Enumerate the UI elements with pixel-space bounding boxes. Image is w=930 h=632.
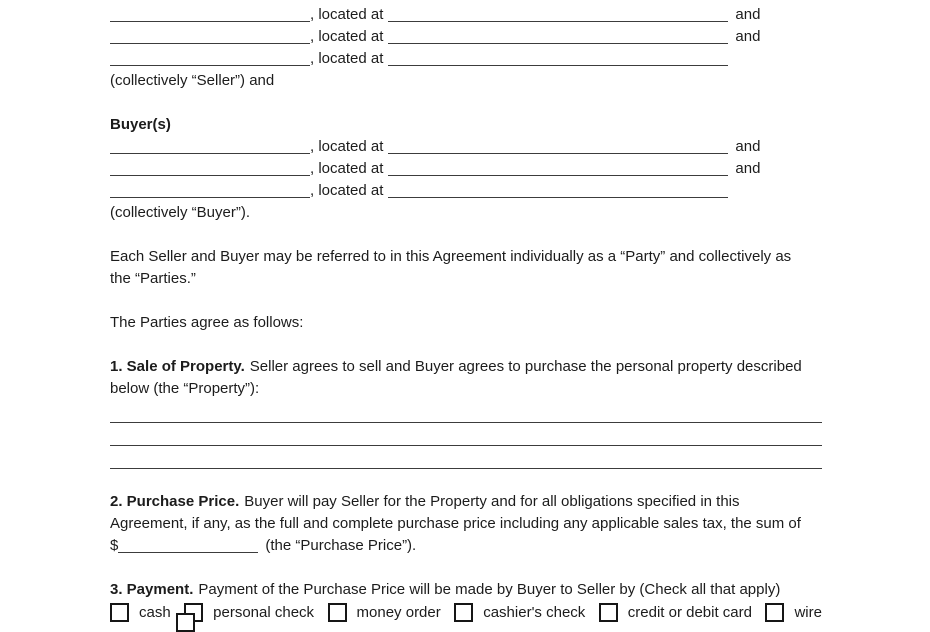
purchase-price-field[interactable] — [118, 540, 258, 553]
party-clause-line: Each Seller and Buyer may be referred to in this Agreement individually as a “Party” and collectively as — [110, 248, 792, 265]
and-label: and — [735, 160, 761, 177]
section-sale-body: Seller agrees to sell and Buyer agrees to purchase the personal property described — [249, 358, 802, 375]
section-payment-body: Payment of the Purchase Price will be made by Buyer to Seller by (Check all that apply) — [198, 581, 781, 598]
section-price-line1 — [110, 491, 822, 513]
section-sale-line1 — [110, 356, 822, 378]
located-at-label: , located at — [310, 182, 384, 199]
buyer-row — [110, 180, 822, 202]
spacer — [110, 290, 822, 312]
located-at-label: , located at — [310, 6, 384, 23]
section-price-line3 — [110, 535, 822, 557]
section-sale-title: 1. Sale of Property. — [110, 358, 245, 375]
buyer-name-field[interactable] — [110, 141, 310, 154]
section-payment-line1 — [110, 579, 822, 601]
spacer — [110, 334, 822, 356]
money-order-checkbox[interactable] — [328, 603, 347, 622]
purchase-price-suffix: (the “Purchase Price”). — [265, 537, 417, 554]
property-description-field[interactable] — [110, 423, 822, 446]
section-payment-title: 3. Payment. — [110, 581, 194, 598]
personal-check-label: personal check — [213, 603, 315, 621]
payment-option-cashiers-check[interactable] — [454, 603, 585, 622]
payment-option-credit-debit[interactable] — [599, 603, 752, 622]
buyer-address-field[interactable] — [388, 141, 728, 154]
wire-checkbox[interactable] — [765, 603, 784, 622]
agreement-intro: The Parties agree as follows: — [110, 314, 304, 331]
buyer-name-field[interactable] — [110, 163, 310, 176]
collectively-seller-label: (collectively “Seller”) and — [110, 72, 275, 89]
section-price-body: Buyer will pay Seller for the Property and for all obligations specified in this — [244, 493, 740, 510]
party-clause-line: the “Parties.” — [110, 270, 196, 287]
cash-checkbox[interactable] — [110, 603, 129, 622]
section-sale-line2: below (the “Property”): — [110, 380, 260, 397]
buyer-name-field[interactable] — [110, 185, 310, 198]
and-label: and — [735, 138, 761, 155]
seller-address-field[interactable] — [388, 31, 728, 44]
collectively-buyer-label: (collectively “Buyer”). — [110, 204, 251, 221]
buyer-heading: Buyer(s) — [110, 116, 171, 133]
credit-debit-label: credit or debit card — [627, 603, 752, 621]
cashiers-check-label: cashier's check — [483, 603, 586, 621]
payment-option-wire[interactable] — [765, 603, 822, 622]
buyer-address-field[interactable] — [388, 185, 728, 198]
document-content — [110, 0, 822, 623]
buyer-row — [110, 136, 822, 158]
buyer-row — [110, 158, 822, 180]
cash-label: cash — [139, 603, 171, 621]
seller-name-field[interactable] — [110, 9, 310, 22]
buyer-address-field[interactable] — [388, 163, 728, 176]
spacer — [110, 92, 822, 114]
located-at-label: , located at — [310, 138, 384, 155]
dollar-sign-label: $ — [110, 537, 119, 554]
property-description-field[interactable] — [110, 400, 822, 423]
located-at-label: , located at — [310, 160, 384, 177]
property-description-field[interactable] — [110, 446, 822, 469]
section-price-line2: Agreement, if any, as the full and complete purchase price including any applicable sales tax, the sum of — [110, 515, 801, 532]
cashiers-check-checkbox[interactable] — [454, 603, 473, 622]
spacer — [110, 469, 822, 491]
seller-row — [110, 4, 822, 26]
payment-option-personal-check[interactable] — [184, 603, 314, 622]
clipped-next-row-checkbox[interactable] — [176, 613, 195, 632]
and-label: and — [735, 28, 761, 45]
seller-address-field[interactable] — [388, 53, 728, 66]
located-at-label: , located at — [310, 28, 384, 45]
section-price-title: 2. Purchase Price. — [110, 493, 240, 510]
spacer — [110, 224, 822, 246]
seller-name-field[interactable] — [110, 53, 310, 66]
money-order-label: money order — [356, 603, 441, 621]
payment-option-cash[interactable] — [110, 603, 171, 622]
credit-debit-checkbox[interactable] — [599, 603, 618, 622]
and-label: and — [735, 6, 761, 23]
seller-name-field[interactable] — [110, 31, 310, 44]
seller-address-field[interactable] — [388, 9, 728, 22]
payment-option-money-order[interactable] — [328, 603, 441, 622]
wire-label: wire — [794, 603, 822, 621]
located-at-label: , located at — [310, 50, 384, 67]
seller-row — [110, 48, 822, 70]
spacer — [110, 557, 822, 579]
payment-options-row — [110, 601, 822, 623]
seller-row — [110, 26, 822, 48]
